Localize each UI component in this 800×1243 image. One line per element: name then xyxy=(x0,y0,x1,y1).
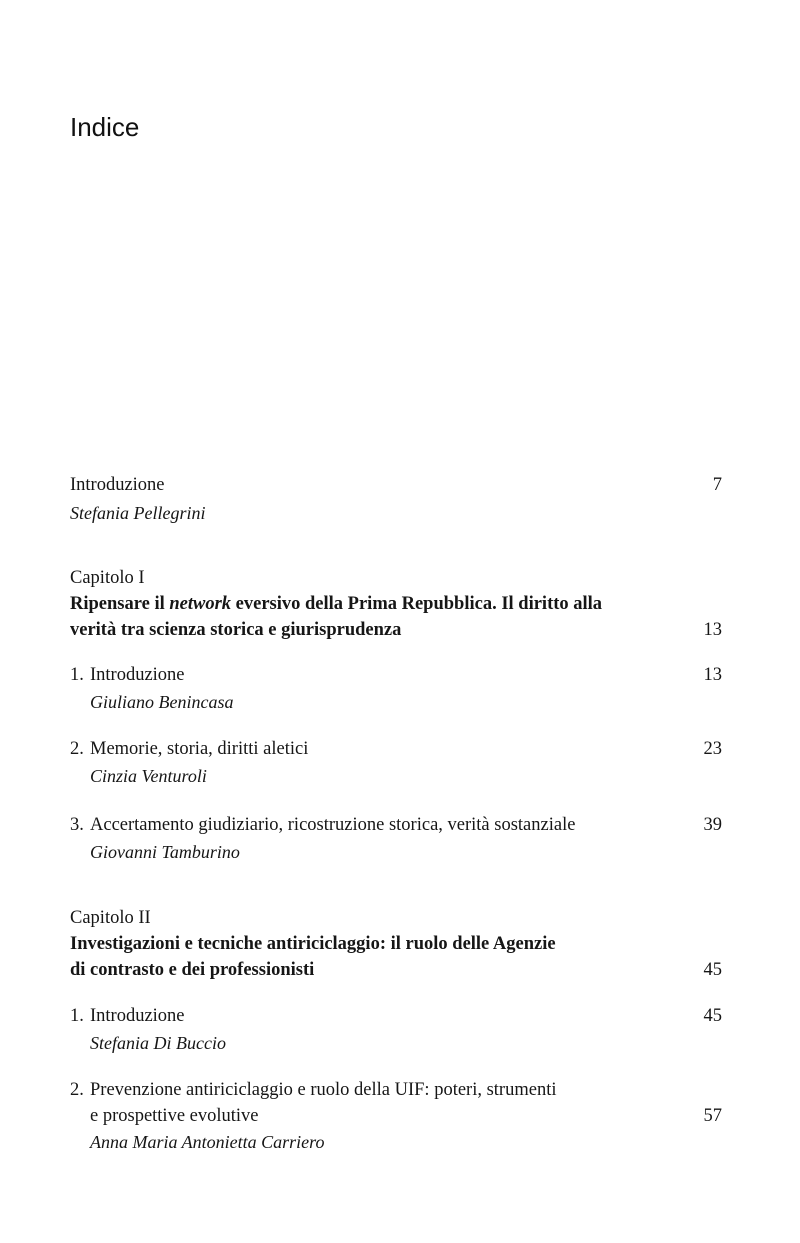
chapter-label: Capitolo II xyxy=(70,908,151,928)
section-title: Memorie, storia, diritti aletici xyxy=(90,739,309,759)
section-author: Anna Maria Antonietta Carriero xyxy=(90,1132,325,1152)
entry-author: Stefania Pellegrini xyxy=(70,503,206,523)
toc-entry-chapter-2[interactable] xyxy=(70,958,722,982)
section-author: Stefania Di Buccio xyxy=(90,1033,226,1053)
page-number: 45 xyxy=(703,960,722,980)
toc-entry-section[interactable] xyxy=(70,737,722,761)
section-number: 1. xyxy=(70,1006,84,1026)
chapter-title-part: eversivo della Prima Repubblica. Il diritto alla xyxy=(231,594,603,614)
toc-entry-section[interactable] xyxy=(70,1078,722,1102)
page-title: Indice xyxy=(70,112,140,142)
chapter-title-line[interactable] xyxy=(70,592,602,616)
section-title-continued: e prospettive evolutive xyxy=(90,1106,259,1126)
page-number: 13 xyxy=(703,620,722,640)
page-number: 45 xyxy=(703,1006,722,1026)
section-title: Introduzione xyxy=(90,665,185,685)
toc-entry-chapter-1[interactable] xyxy=(70,618,722,642)
page-number: 23 xyxy=(703,739,722,759)
toc-entry-section[interactable] xyxy=(70,663,722,687)
section-number: 1. xyxy=(70,665,84,685)
section-title: Accertamento giudiziario, ricostruzione storica, verità sostanziale xyxy=(90,815,576,835)
toc-entry-section-continued[interactable] xyxy=(90,1104,722,1128)
chapter-title-line[interactable]: Investigazioni e tecniche antiriciclaggio: il ruolo delle Agenzie xyxy=(70,934,556,954)
section-number: 3. xyxy=(70,815,84,835)
page-number: 13 xyxy=(703,665,722,685)
chapter-label: Capitolo I xyxy=(70,568,145,588)
section-author: Giovanni Tamburino xyxy=(90,842,240,862)
page-number: 7 xyxy=(712,475,722,495)
toc-entry-section[interactable] xyxy=(70,1004,722,1028)
section-author: Cinzia Venturoli xyxy=(90,766,207,786)
section-author: Giuliano Benincasa xyxy=(90,692,234,712)
section-number: 2. xyxy=(70,1080,84,1100)
chapter-title-line2: di contrasto e dei professionisti xyxy=(70,960,315,980)
page-number: 39 xyxy=(703,815,722,835)
section-title: Introduzione xyxy=(90,1006,185,1026)
chapter-title-part: Ripensare il xyxy=(70,594,170,614)
entry-title: Introduzione xyxy=(70,475,165,495)
section-number: 2. xyxy=(70,739,84,759)
chapter-title-italic: network xyxy=(169,594,232,614)
section-title: Prevenzione antiriciclaggio e ruolo della UIF: poteri, strumenti xyxy=(90,1080,557,1100)
chapter-title-line2: verità tra scienza storica e giurisprudenza xyxy=(70,620,402,640)
toc-entry-section[interactable] xyxy=(70,813,722,837)
page-number: 57 xyxy=(703,1106,722,1126)
toc-entry-introduction[interactable] xyxy=(70,473,722,497)
